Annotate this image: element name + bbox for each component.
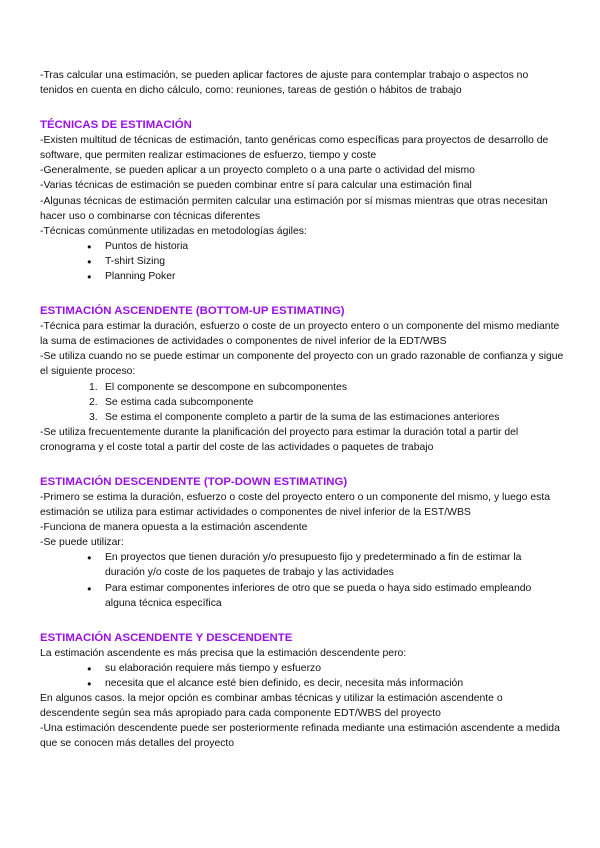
process-steps-list bbox=[40, 380, 564, 425]
intro-paragraph: -Tras calcular una estimación, se pueden aplicar factores de ajuste para contemplar trabajo o aspectos no tenidos en cuenta en dicho cálculo, como: reuniones, tareas de gestión o hábitos de trabajo bbox=[40, 70, 529, 97]
list-item: ● necesita que el alcance esté bien definido, es decir, necesita más información bbox=[40, 676, 564, 691]
list-item: ● su elaboración requiere más tiempo y esfuerzo bbox=[40, 661, 564, 676]
paragraph: -Una estimación descendente puede ser posteriormente refinada mediante una estimación ascendente a medida que se conocen más detalles del proyecto bbox=[40, 723, 560, 750]
paragraph: -Varias técnicas de estimación se pueden combinar entre sí para calcular una estimación final bbox=[40, 180, 472, 192]
list-item: 3. Se estima el componente completo a partir de la suma de las estimaciones anteriores bbox=[89, 411, 500, 423]
section-title-descendente: ESTIMACIÓN DESCENDENTE (TOP-DOWN ESTIMATING) bbox=[40, 475, 348, 488]
list-item: ● En proyectos que tienen duración y/o presupuesto fijo y predeterminado a fin de estimar la duración y/o coste de los paquetes de trabajo y las actividades bbox=[40, 550, 564, 580]
paragraph: -Se puede utilizar: bbox=[40, 537, 124, 549]
paragraph: La estimación ascendente es más precisa que la estimación descendente pero: bbox=[40, 647, 407, 659]
paragraph: -Primero se estima la duración, esfuerzo o coste del proyecto entero o un componente del mismo, y luego esta estimación se utiliza para estimar actividades o componentes de nivel inferior de la EST/WBS bbox=[40, 491, 550, 519]
paragraph: -Generalmente, se pueden aplicar a un proyecto completo o a una parte o actividad del mismo bbox=[40, 165, 475, 177]
list-item: ● Puntos de historia bbox=[40, 239, 564, 254]
section-title-tecnicas: TÉCNICAS DE ESTIMACIÓN bbox=[40, 119, 192, 132]
comparison-list bbox=[40, 661, 564, 691]
paragraph: -Se utiliza frecuentemente durante la planificación del proyecto para estimar la duración total a partir del cronograma y el coste total a partir del coste de las actividades o paquetes de trabajo bbox=[40, 426, 519, 453]
list-item: ● Planning Poker bbox=[40, 269, 564, 284]
paragraph: -Técnicas comúnmente utilizadas en metodologías ágiles: bbox=[40, 225, 307, 237]
list-item: ● T-shirt Sizing bbox=[40, 254, 564, 269]
usage-list bbox=[40, 550, 564, 610]
document-page bbox=[40, 68, 564, 751]
paragraph: En algunos casos. la mejor opción es combinar ambas técnicas y utilizar la estimación ascendente o descendente según sea más apropiado para cada componente EDT/WBS del proyecto bbox=[40, 693, 503, 720]
paragraph: -Funciona de manera opuesta a la estimación ascendente bbox=[40, 522, 308, 534]
agile-techniques-list bbox=[40, 239, 564, 284]
list-item: 1. El componente se descompone en subcomponentes bbox=[89, 381, 348, 393]
paragraph: -Algunas técnicas de estimación permiten calcular una estimación por sí mismas mientras que otras necesitan hacer uso o combinarse con técnicas diferentes bbox=[40, 195, 548, 222]
list-item: 2. Se estima cada subcomponente bbox=[89, 396, 254, 408]
paragraph: -Técnica para estimar la duración, esfuerzo o coste de un proyecto entero o un componente del mismo mediante la suma de estimaciones de actividades o componentes de nivel inferior de la EDT/WBS bbox=[40, 321, 560, 348]
paragraph: -Existen multitud de técnicas de estimación, tanto genéricas como específicas para proyectos de desarrollo de software, que permiten realizar estimaciones de esfuerzo, tiempo y coste bbox=[40, 135, 549, 162]
paragraph: -Se utiliza cuando no se puede estimar un componente del proyecto con un grado razonable de confianza y sigue el siguiente proceso: bbox=[40, 351, 564, 378]
list-item: ● Para estimar componentes inferiores de otro que se pueda o haya sido estimado empleando alguna técnica específica bbox=[40, 581, 564, 611]
section-title-ascendente: ESTIMACIÓN ASCENDENTE (BOTTOM-UP ESTIMATING) bbox=[40, 305, 345, 318]
section-title-ambas: ESTIMACIÓN ASCENDENTE Y DESCENDENTE bbox=[40, 631, 293, 644]
